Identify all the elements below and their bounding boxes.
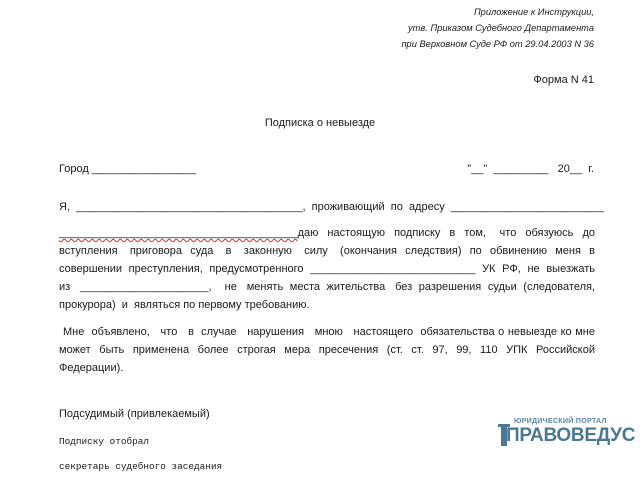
city-field: Город _________________ <box>59 163 196 175</box>
p1-line-3: вступления приговора суда в законную силу (окончания следствия) по обвинению меня в <box>59 245 595 257</box>
approval-line-1: Приложение к Инструкции, <box>473 7 594 17</box>
p1-line-4: совершении преступления, предусмотренного ___________________________ УК РФ, не выезжать <box>59 263 595 275</box>
p2-line-2: может быть применена более строгая мера пресечения (ст. ст. 97, 99, 110 УПК Российской <box>59 344 595 356</box>
logo-wordmark: ПРАВОВЕДУС <box>506 425 636 446</box>
logo-tagline: ЮРИДИЧЕСКИЙ ПОРТАЛ <box>514 416 607 425</box>
p2-line-3: Федерации). <box>59 362 124 374</box>
p1-line-1: Я, _____________________________________, проживающий по адресу _________________________ <box>59 201 604 213</box>
taken-by-label: Подписку отобрал <box>59 436 150 447</box>
form-number: Форма N 41 <box>533 74 594 86</box>
approval-line-3: при Верховном Суде РФ от 29.04.2003 N 36 <box>401 39 594 49</box>
p1-line-2 <box>59 227 595 240</box>
document-title: Подписка о невыезде <box>264 117 376 129</box>
pravovedus-logo <box>498 416 636 466</box>
p1-line-2-text: даю настоящую подписку в том, что обязуюсь до <box>297 227 595 239</box>
date-field: "__" _________ 20__ г. <box>467 163 594 175</box>
secretary-label: секретарь судебного заседания <box>59 461 223 472</box>
p1-line-2-blank: _______________________________________ <box>59 227 298 239</box>
p1-line-5: из _____________________, не менять места жительства без разрешения судьи (следователя, <box>59 281 595 293</box>
defendant-label: Подсудимый (привлекаемый) <box>59 408 210 420</box>
p1-line-6: прокурора) и являться по первому требованию. <box>59 299 310 311</box>
p2-line-1: Мне объявлено, что в случае нарушения мною настоящего обязательства о невыезде ко мне <box>63 326 595 338</box>
approval-line-2: утв. Приказом Судебного Департамента <box>408 23 594 33</box>
